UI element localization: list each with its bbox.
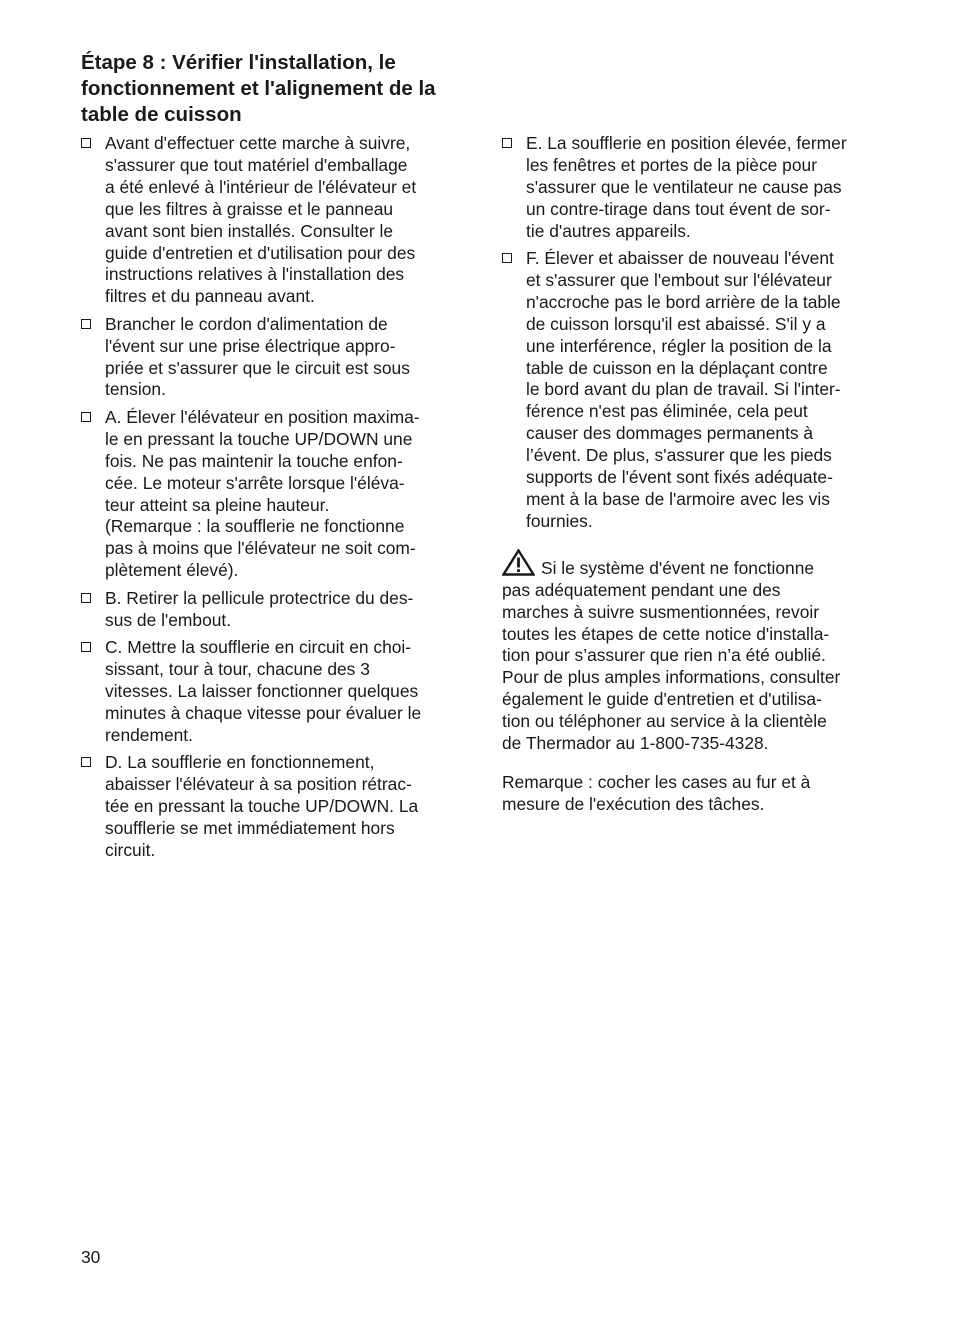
item-line: (Remarque : la soufflerie ne fonctionne — [105, 516, 405, 537]
item-line: table de cuisson en la déplaçant contre — [526, 357, 828, 378]
heading-line: Étape 8 : Vérifier l'installation, le — [81, 51, 396, 74]
checkbox-icon[interactable] — [502, 253, 512, 263]
item-line: pas à moins que l'élévateur ne soit com- — [105, 538, 416, 559]
warning-line: marches à suivre susmentionnées, revoir — [502, 601, 820, 622]
section-heading — [81, 50, 461, 128]
item-line: sus de l'embout. — [105, 609, 232, 630]
item-line: le en pressant la touche UP/DOWN une — [105, 428, 413, 449]
item-line: ment à la base de l'armoire avec les vis — [526, 489, 830, 509]
right-column — [502, 133, 877, 816]
item-line: une interférence, régler la position de la — [526, 335, 832, 356]
checkbox-icon[interactable] — [81, 757, 91, 767]
checklist-item — [81, 637, 456, 747]
checkbox-icon[interactable] — [81, 642, 91, 652]
checklist-item — [81, 588, 456, 632]
item-line: guide d'entretien et d'utilisation pour des — [105, 242, 416, 263]
checkbox-icon[interactable] — [81, 319, 91, 329]
item-line: le bord avant du plan de travail. Si l'inter- — [526, 379, 841, 400]
note-line: mesure de l'exécution des tâches. — [502, 793, 765, 814]
checkbox-icon[interactable] — [502, 138, 512, 148]
warning-paragraph — [502, 549, 877, 755]
item-line: rendement. — [105, 724, 193, 745]
checklist-item — [81, 407, 456, 582]
warning-line: toutes les étapes de cette notice d'installa- — [502, 623, 830, 644]
item-line: l’évent. De plus, s'assurer que les pieds — [526, 445, 832, 466]
item-line: E. La soufflerie en position élevée, fermer — [526, 133, 847, 153]
warning-first-line — [502, 549, 877, 580]
warning-line: également le guide d'entretien et d'utilisa- — [502, 689, 822, 710]
item-line: a été enlevé à l'intérieur de l'élévateur et — [105, 176, 417, 197]
item-line: tension. — [105, 379, 166, 400]
item-line: fois. Ne pas maintenir la touche enfon- — [105, 450, 403, 471]
checklist-item — [81, 133, 456, 308]
checklist-item — [502, 248, 877, 533]
item-line: que les filtres à graisse et le panneau — [105, 198, 394, 219]
checkbox-icon[interactable] — [81, 593, 91, 603]
item-line: Avant d'effectuer cette marche à suivre, — [105, 133, 411, 153]
page-number: 30 — [81, 1247, 101, 1267]
item-line: abaisser l'élévateur à sa position rétrac- — [105, 773, 412, 794]
item-line: les fenêtres et portes de la pièce pour — [526, 154, 817, 175]
item-line: supports de l'évent sont fixés adéquate- — [526, 467, 833, 488]
item-line: plètement élevé). — [105, 560, 239, 581]
item-line: férence n'est pas éliminée, cela peut — [526, 401, 808, 422]
item-line: tée en pressant la touche UP/DOWN. La — [105, 795, 419, 816]
item-line: et s'assurer que l'embout sur l'élévateur — [526, 269, 832, 290]
item-line: vitesses. La laisser fonctionner quelques — [105, 680, 419, 701]
item-line: filtres et du panneau avant. — [105, 286, 315, 307]
item-line: fournies. — [526, 510, 593, 531]
checklist-item — [502, 133, 877, 243]
item-line: minutes à chaque vitesse pour évaluer le — [105, 702, 422, 723]
item-line: n'accroche pas le bord arrière de la table — [526, 291, 841, 312]
item-line: circuit. — [105, 839, 156, 860]
item-line: B. Retirer la pellicule protectrice du des- — [105, 587, 414, 608]
item-line: instructions relatives à l'installation des — [105, 264, 405, 285]
note-line: Remarque : cocher les cases au fur et à — [502, 771, 811, 792]
warning-line: tion ou téléphoner au service à la clientèle — [502, 711, 827, 732]
item-line: sissant, tour à tour, chacune des 3 — [105, 658, 370, 679]
checkbox-icon[interactable] — [81, 412, 91, 422]
heading-line: table de cuisson — [81, 103, 242, 126]
warning-line: Pour de plus amples informations, consulter — [502, 667, 841, 688]
heading-line: fonctionnement et l'alignement de la — [81, 77, 436, 100]
checklist-item — [81, 314, 456, 402]
checklist-item — [81, 752, 456, 862]
warning-line: pas adéquatement pendant une des — [502, 579, 781, 600]
left-column — [81, 133, 456, 867]
item-line: D. La soufflerie en fonctionnement, — [105, 751, 375, 772]
item-line: l'évent sur une prise électrique appro- — [105, 335, 396, 356]
item-line: s'assurer que tout matériel d'emballage — [105, 154, 408, 175]
item-line: s'assurer que le ventilateur ne cause pas — [526, 176, 842, 197]
item-line: cée. Le moteur s'arrête lorsque l'éléva- — [105, 472, 405, 493]
item-line: Brancher le cordon d'alimentation de — [105, 313, 388, 334]
warning-triangle-icon — [502, 549, 535, 576]
item-line: A. Élever l'élévateur en position maxima- — [105, 406, 420, 427]
item-line: F. Élever et abaisser de nouveau l'évent — [526, 248, 834, 269]
warning-line: tion pour s’assurer que rien n’a été oublié. — [502, 645, 826, 666]
note-paragraph — [502, 772, 877, 816]
warning-line: de Thermador au 1-800-735-4328. — [502, 733, 769, 754]
item-line: de cuisson lorsqu'il est abaissé. S'il y a — [526, 313, 826, 334]
item-line: teur atteint sa pleine hauteur. — [105, 494, 330, 515]
item-line: soufflerie se met immédiatement hors — [105, 817, 395, 838]
item-line: un contre-tirage dans tout évent de sor- — [526, 198, 831, 219]
checkbox-icon[interactable] — [81, 138, 91, 148]
warning-line: Si le système d'évent ne fonctionne — [541, 557, 815, 578]
item-line: C. Mettre la soufflerie en circuit en choi- — [105, 636, 412, 657]
item-line: tie d'autres appareils. — [526, 220, 691, 241]
item-line: avant sont bien installés. Consulter le — [105, 220, 394, 241]
item-line: causer des dommages permanents à — [526, 423, 814, 444]
item-line: priée et s'assurer que le circuit est sous — [105, 357, 410, 378]
